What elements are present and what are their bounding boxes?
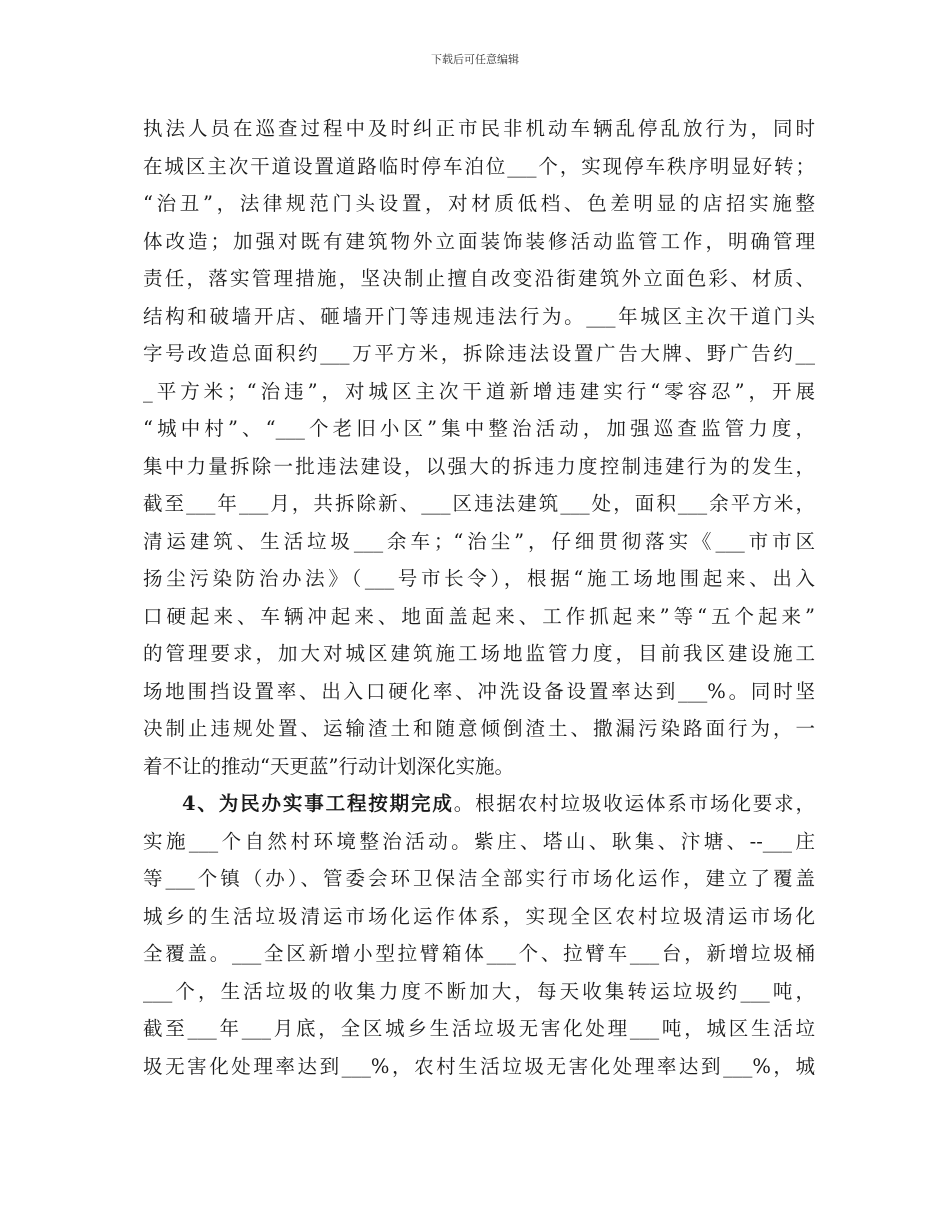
body-text [143, 110, 815, 1085]
section-heading: 4、为民办实事工程按期完成 [182, 792, 454, 815]
text-line: 口硬起来、车辆冲起来、地面盖起来、工作抓起来”等“五个起来” [143, 604, 815, 628]
text-line: 全覆盖。___全区新增小型拉臂箱体___个、拉臂车___台，新增垃圾桶 [143, 942, 815, 965]
text-line: 着不让的推动“天更蓝”行动计划深化实施。 [143, 754, 514, 778]
text-line: _平方米；“治违”，对城区主次干道新增违建实行“零容忍”，开展 [143, 379, 815, 403]
text-line: 的管理要求，加大对城区建筑施工场地监管力度，目前我区建设施工 [143, 642, 815, 665]
text-line: 结构和破墙开店、砸墙开门等违规违法行为。___年城区主次干道门头 [143, 304, 815, 328]
text-line: 清运建筑、生活垃圾___余车；“治尘”，仔细贯彻落实《___市市区 [143, 529, 815, 553]
text-line: 场地围挡设置率、出入口硬化率、冲洗设备设置率达到___%。同时坚 [143, 679, 815, 703]
text-line: 扬尘污染防治办法》（___号市长令），根据“施工场地围起来、出入 [143, 567, 815, 590]
text-line: 在城区主次干道设置道路临时停车泊位___个，实现停车秩序明显好转； [143, 154, 815, 178]
text-line: 截至___年___月底，全区城乡生活垃圾无害化处理___吨，城区生活垃 [143, 1017, 815, 1040]
text-line: 决制止违规处置、运输渣土和随意倾倒渣土、撒漏污染路面行为，一 [143, 717, 815, 740]
text-line: 圾无害化处理率达到___%，农村生活垃圾无害化处理率达到___%，城 [143, 1054, 815, 1078]
text-line: 实施___个自然村环境整治活动。紫庄、塔山、耿集、汴塘、--___庄 [143, 829, 815, 853]
text-line: 字号改造总面积约___万平方米，拆除违法设置广告大牌、野广告约__ [143, 342, 815, 365]
text-line: “城中村”、“___个老旧小区”集中整治活动，加强巡查监管力度， [143, 417, 815, 440]
text-line: 责任，落实管理措施，坚决制止擅自改变沿街建筑外立面色彩、材质、 [143, 267, 815, 290]
text-line: 体改造；加强对既有建筑物外立面装饰装修活动监管工作，明确管理 [143, 229, 815, 253]
text-line: “治丑”，法律规范门头设置，对材质低档、色差明显的店招实施整 [143, 192, 815, 215]
text-line: ___个，生活垃圾的收集力度不断加大，每天收集转运垃圾约___吨， [143, 979, 815, 1003]
section-heading-line [143, 785, 815, 823]
text-line: 。根据农村垃圾收运体系市场化要求， [453, 792, 815, 815]
text-line: 等___个镇（办）、管委会环卫保洁全部实行市场化运作，建立了覆盖 [143, 867, 815, 890]
page-header: 下载后可任意编辑 [431, 53, 519, 66]
text-line: 截至___年___月，共拆除新、___区违法建筑___处，面积___余平方米， [143, 492, 815, 515]
text-line: 集中力量拆除一批违法建设，以强大的拆违力度控制违建行为的发生， [143, 454, 815, 478]
text-line: 执法人员在巡查过程中及时纠正市民非机动车辆乱停乱放行为，同时 [143, 117, 815, 140]
text-line: 城乡的生活垃圾清运市场化运作体系，实现全区农村垃圾清运市场化 [143, 904, 815, 928]
